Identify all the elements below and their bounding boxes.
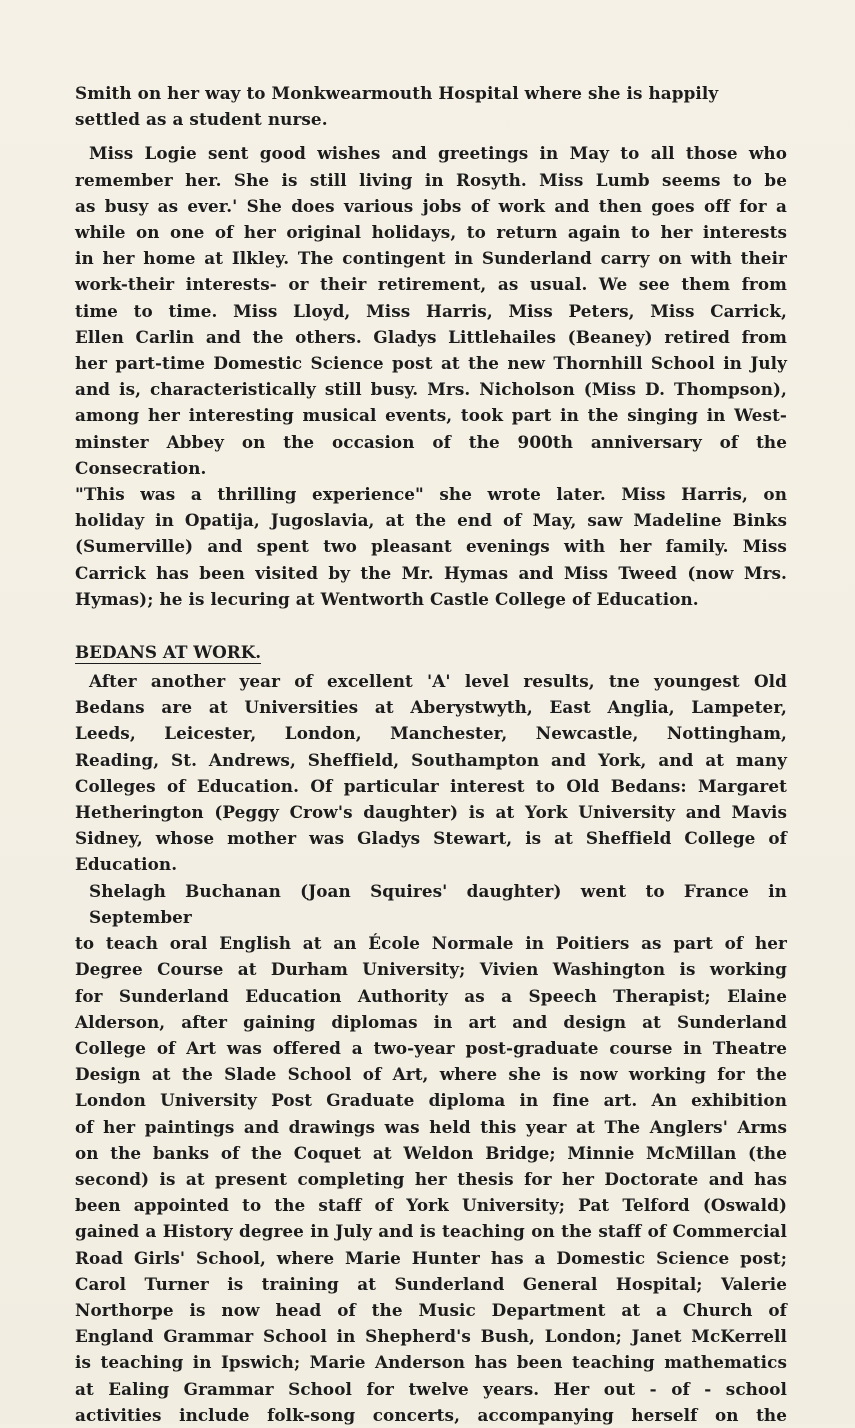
section-heading: BEDANS AT WORK. [75,642,262,663]
text-line: Degree Course at Durham University; Vivien Washington is working [75,959,787,980]
text-line: After another year of excellent 'A' level results, tne youngest Old [89,671,787,692]
text-line: and is, characteristically still busy. Mrs. Nicholson (Miss D. Thompson), [75,379,787,400]
text-line: Northorpe is now head of the Music Department at a Church of [75,1299,787,1320]
text-line: "This was a thrilling experience" she wrote later. Miss Harris, on [75,484,787,505]
text-line: Design at the Slade School of Art, where she is now working for the [75,1064,787,1085]
text-line: Bedans are at Universities at Aberystwyth, East Anglia, Lampeter, [75,697,787,718]
text-line: Ellen Carlin and the others. Gladys Littlehailes (Beaney) retired from [75,326,787,347]
text-line: London University Post Graduate diploma in fine art. An exhibition [75,1090,787,1111]
text-line: remember her. She is still living in Rosyth. Miss Lumb seems to be [75,169,787,190]
paragraph-1 [75,80,787,132]
text-line: for Sunderland Education Authority as a Speech Therapist; Elaine [75,985,787,1006]
paragraph-2 [75,140,787,612]
text-line: Hetherington (Peggy Crow's daughter) is at York University and Mavis [75,802,787,823]
text-line: Alderson, after gaining diplomas in art and design at Sunderland [75,1011,787,1032]
text-line: Colleges of Education. Of particular interest to Old Bedans: Margaret [75,775,787,796]
text-line: while on one of her original holidays, to return again to her interests [75,222,787,243]
text-line: her part-time Domestic Science post at the new Thornhill School in July [75,353,787,374]
text-line: to teach oral English at an École Normale in Poitiers as part of her [75,933,787,954]
text-line: (Sumerville) and spent two pleasant evenings with her family. Miss [75,536,787,557]
text-line: Hymas); he is lecuring at Wentworth Castle College of Education. [75,588,699,609]
text-line: of her paintings and drawings was held this year at The Anglers' Arms [75,1116,787,1137]
paragraph-4 [75,878,787,1428]
text-line: Sidney, whose mother was Gladys Stewart, is at Sheffield College of [75,828,787,849]
text-line: Carol Turner is training at Sunderland General Hospital; Valerie [75,1273,787,1294]
text-line: Carrick has been visited by the Mr. Hymas and Miss Tweed (now Mrs. [75,562,787,583]
bedans-at-work-section [75,641,787,1428]
text-line: College of Art was offered a two-year post-graduate course in Theatre [75,1037,787,1058]
text-line: Leeds, Leicester, London, Manchester, Newcastle, Nottingham, [75,723,787,744]
text-line: settled as a student nurse. [75,109,328,130]
text-line: time to time. Miss Lloyd, Miss Harris, Miss Peters, Miss Carrick, [75,300,787,321]
text-line: England Grammar School in Shepherd's Bush, London; Janet McKerrell [75,1326,787,1347]
text-line: Education. [75,854,178,875]
text-line: at Ealing Grammar School for twelve years. Her out - of - school [75,1378,787,1399]
text-line: holiday in Opatija, Jugoslavia, at the end of May, saw Madeline Binks [75,510,787,531]
text-line: activities include folk-song concerts, accompanying herself on the [75,1404,787,1425]
text-line: Miss Logie sent good wishes and greetings in May to all those who [89,143,787,164]
text-line: Shelagh Buchanan (Joan Squires' daughter) went to France in September [89,880,787,927]
text-line: among her interesting musical events, took part in the singing in West- [75,405,787,426]
text-line: Smith on her way to Monkwearmouth Hospital where she is happily [75,83,719,103]
document-body [75,80,787,1428]
text-line: on the banks of the Coquet at Weldon Bridge; Minnie McMillan (the [75,1142,787,1163]
text-line: minster Abbey on the occasion of the 900th anniversary of the Consecration. [75,431,787,478]
paragraph-3 [75,668,787,878]
text-line: gained a History degree in July and is teaching on the staff of Commercial [75,1221,787,1242]
text-line: second) is at present completing her thesis for her Doctorate and has [75,1168,787,1189]
text-line: in her home at Ilkley. The contingent in Sunderland carry on with their [75,248,787,269]
text-line: Road Girls' School, where Marie Hunter has a Domestic Science post; [75,1247,787,1268]
text-line: been appointed to the staff of York University; Pat Telford (Oswald) [75,1195,787,1216]
text-line: as busy as ever.' She does various jobs of work and then goes off for a [75,195,787,216]
text-line: Reading, St. Andrews, Sheffield, Southampton and York, and at many [75,749,787,770]
text-line: work-their interests- or their retirement, as usual. We see them from [75,274,787,295]
text-line: is teaching in Ipswich; Marie Anderson has been teaching mathematics [75,1352,787,1373]
